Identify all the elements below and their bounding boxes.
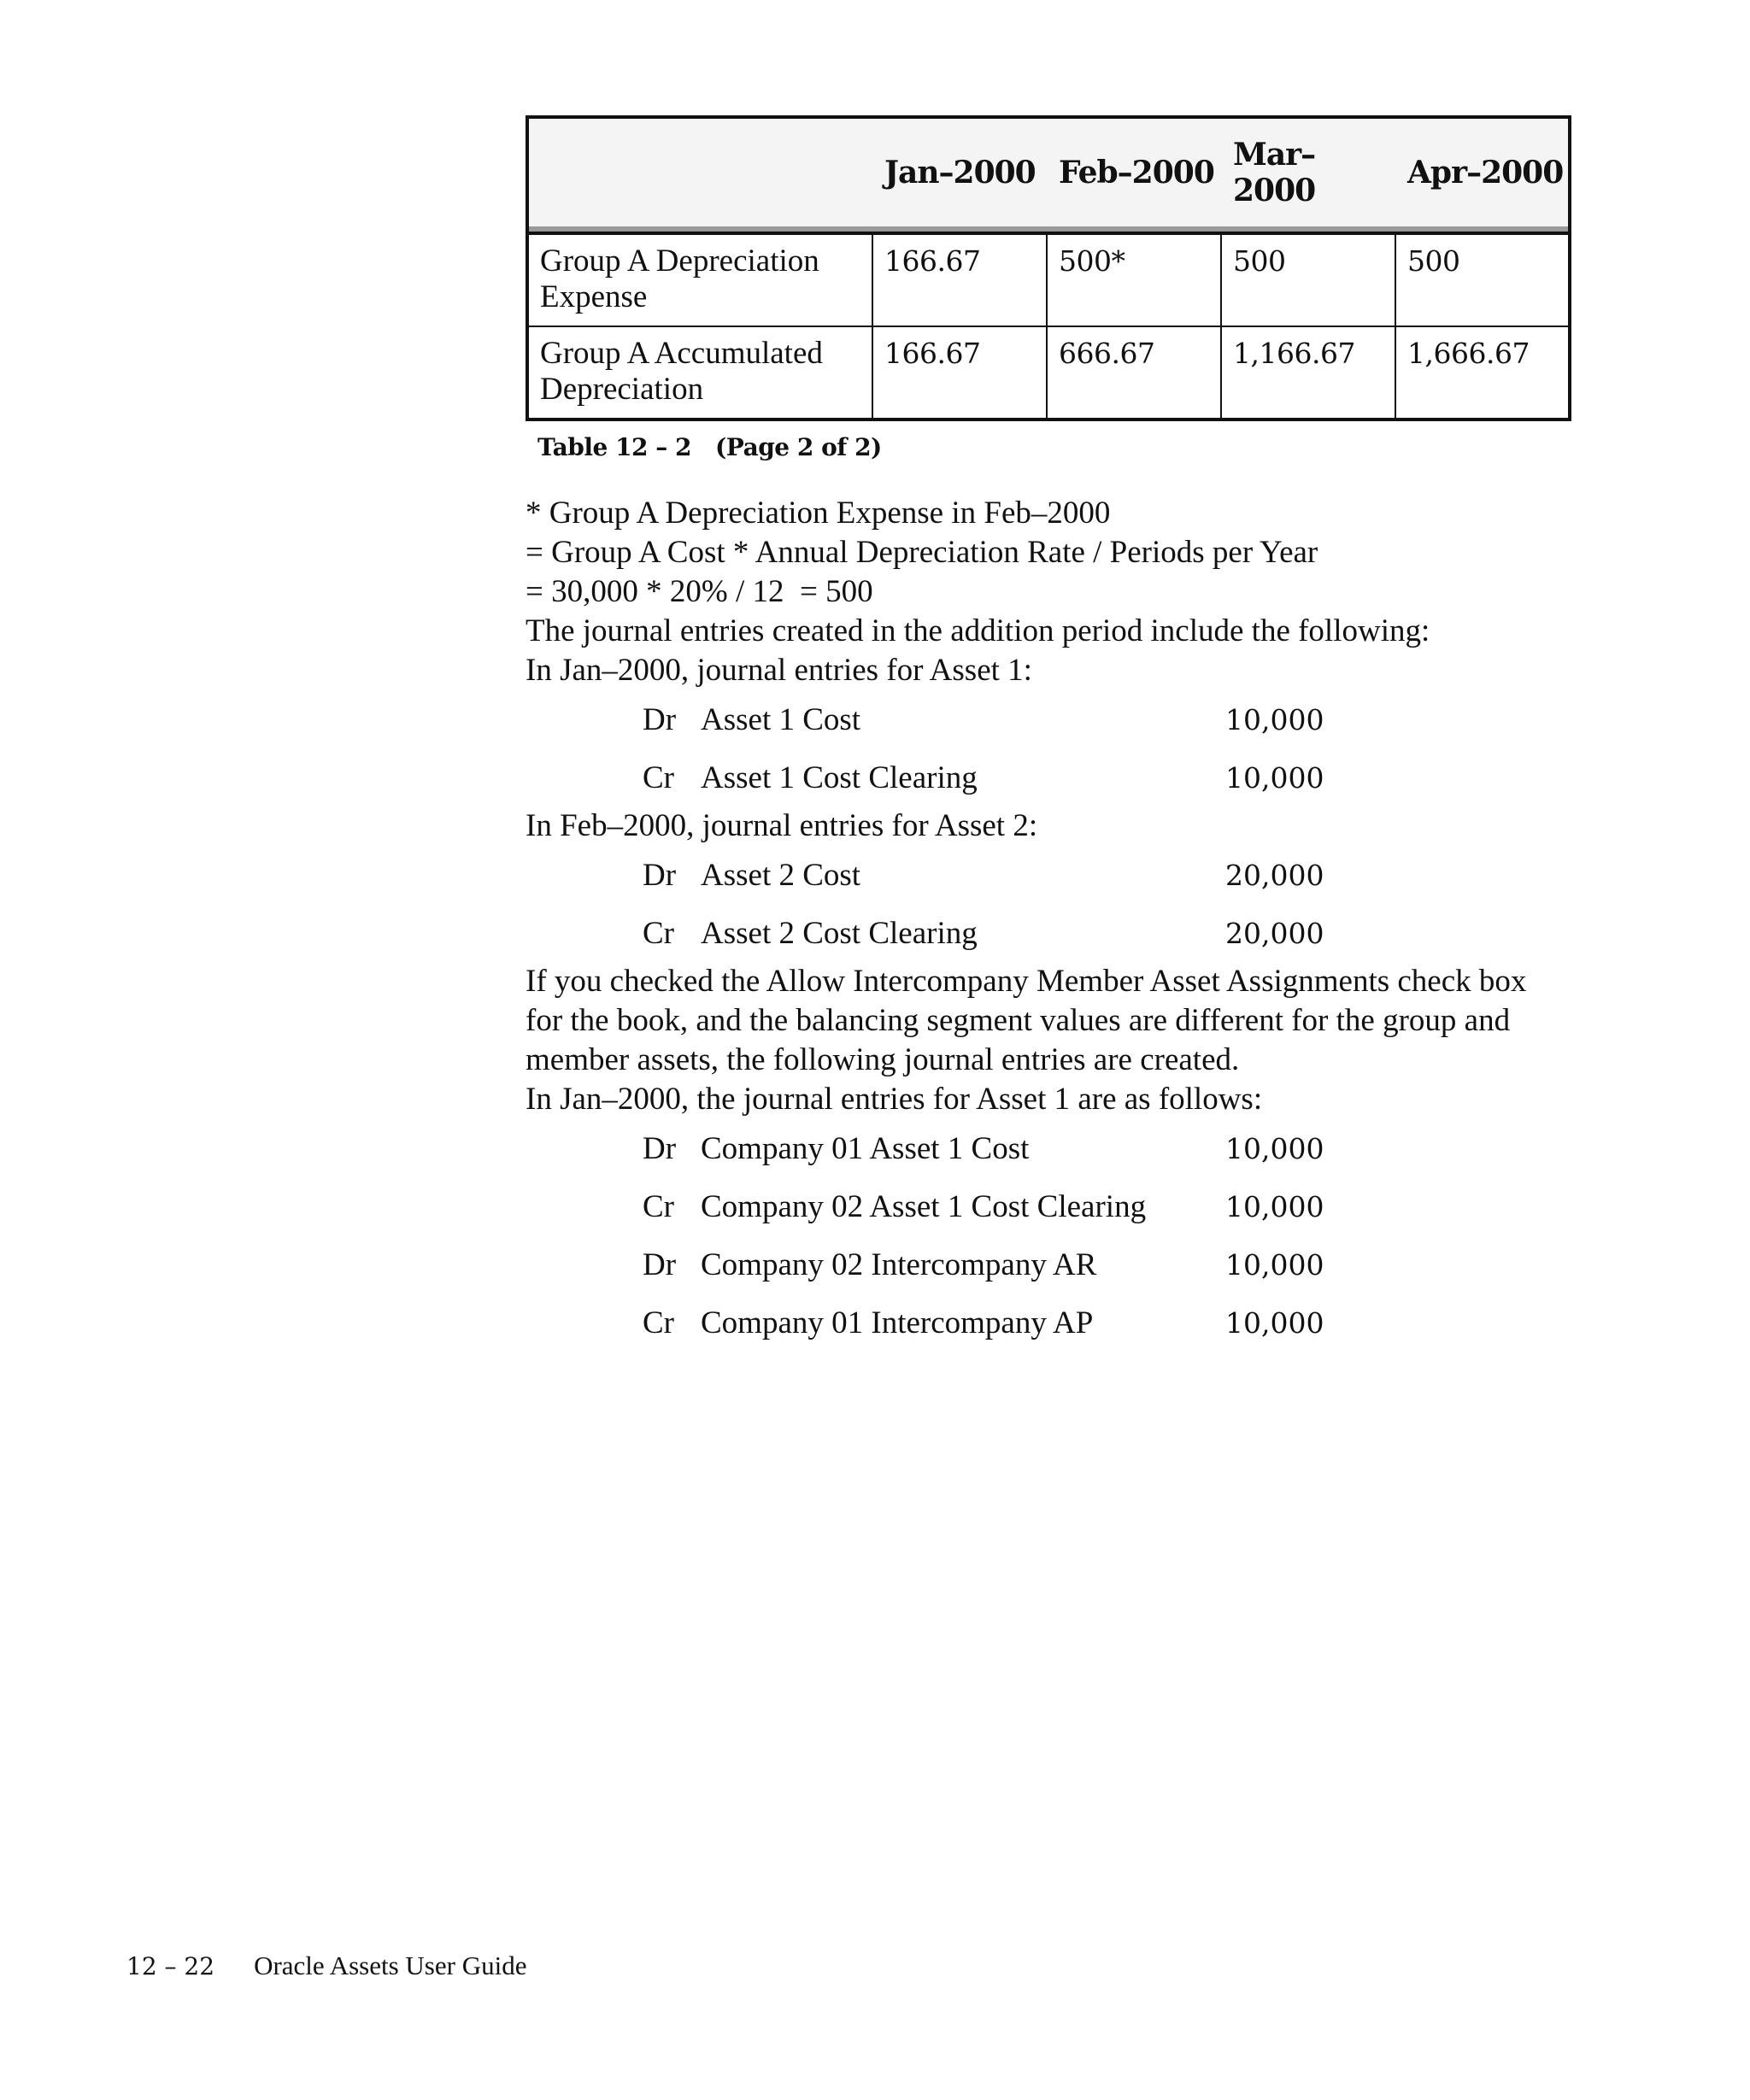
- entry-account: Asset 2 Cost Clearing: [701, 915, 978, 951]
- header-cell-apr: Apr–2000: [1395, 117, 1570, 226]
- journal-entries-feb: [643, 846, 1568, 962]
- footnote-line: = Group A Cost * Annual Depreciation Rate / Periods per Year: [526, 535, 1318, 570]
- table-caption: [537, 433, 1568, 461]
- caption-page: (Page 2 of 2): [715, 433, 882, 461]
- journal-entries-jan: [643, 690, 1568, 807]
- table-header-row: [527, 117, 1570, 226]
- table-cell: 666.67: [1047, 326, 1221, 419]
- journal-entry: [643, 846, 1568, 904]
- entry-type: Cr: [643, 760, 674, 795]
- footnote-line: * Group A Depreciation Expense in Feb–2000: [526, 496, 1111, 531]
- entry-type: Cr: [643, 1305, 674, 1340]
- journal-entry: [643, 748, 1568, 807]
- page-content: [526, 115, 1568, 1352]
- header-cell-feb: Feb–2000: [1047, 117, 1221, 226]
- footnote-line: = 30,000 * 20% / 12 = 500: [526, 574, 873, 609]
- journal-entry: [643, 690, 1568, 748]
- entry-type: Dr: [643, 857, 677, 893]
- footnote-formula: [526, 494, 1568, 612]
- entry-amount: 10,000: [1225, 1305, 1324, 1340]
- entry-account: Asset 2 Cost: [701, 857, 861, 893]
- intercompany-paragraph: If you checked the Allow Intercompany Member Asset Assignments check box for the book, and the balancing segment values are different for the group and member assets, the following journal entries are created.: [526, 964, 1527, 1077]
- entry-type: Cr: [643, 915, 674, 951]
- entry-amount: 20,000: [1225, 858, 1324, 892]
- entry-type: Dr: [643, 701, 677, 737]
- header-cell-mar: Mar–2000: [1221, 117, 1395, 226]
- entry-account: Company 02 Asset 1 Cost Clearing: [701, 1188, 1147, 1224]
- table-cell: 500: [1395, 233, 1570, 326]
- entry-account: Asset 1 Cost: [701, 701, 861, 737]
- table-cell: 1,666.67: [1395, 326, 1570, 419]
- section-heading-jan: In Jan–2000, journal entries for Asset 1:: [526, 653, 1032, 688]
- entry-account: Company 01 Asset 1 Cost: [701, 1130, 1030, 1166]
- intro-paragraph: The journal entries created in the addition period include the following:: [526, 613, 1430, 648]
- table-cell: 1,166.67: [1221, 326, 1395, 419]
- row-label: Group A Depreciation Expense: [527, 233, 872, 326]
- table-cell: 166.67: [872, 326, 1047, 419]
- table-cell: 500*: [1047, 233, 1221, 326]
- table-row: [527, 326, 1570, 419]
- entry-amount: 10,000: [1225, 760, 1324, 795]
- journal-entries-intercompany: [643, 1119, 1568, 1352]
- entry-amount: 10,000: [1225, 1189, 1324, 1223]
- journal-entry: [643, 904, 1568, 962]
- book-title: Oracle Assets User Guide: [254, 1950, 527, 1980]
- depreciation-table: [526, 115, 1571, 421]
- row-label: Group A Accumulated Depreciation: [527, 326, 872, 419]
- table-row: [527, 233, 1570, 326]
- journal-entry: [643, 1177, 1568, 1235]
- entry-amount: 10,000: [1225, 1131, 1324, 1165]
- entry-type: Cr: [643, 1188, 674, 1224]
- entry-type: Dr: [643, 1130, 677, 1166]
- entry-amount: 10,000: [1225, 702, 1324, 736]
- header-cell-jan: Jan–2000: [872, 117, 1047, 226]
- section-heading-feb: In Feb–2000, journal entries for Asset 2:: [526, 808, 1038, 843]
- section-heading-intercompany: In Jan–2000, the journal entries for Asset 1 are as follows:: [526, 1082, 1263, 1117]
- page-footer: [126, 1950, 526, 1981]
- table-cell: 166.67: [872, 233, 1047, 326]
- header-separator: [527, 226, 1570, 233]
- journal-entry: [643, 1235, 1568, 1293]
- entry-amount: 10,000: [1225, 1247, 1324, 1282]
- table-cell: 500: [1221, 233, 1395, 326]
- page-number: 12 – 22: [126, 1952, 215, 1980]
- caption-number: Table 12 – 2: [537, 433, 692, 461]
- entry-type: Dr: [643, 1247, 677, 1282]
- entry-account: Asset 1 Cost Clearing: [701, 760, 978, 795]
- journal-entry: [643, 1119, 1568, 1177]
- entry-account: Company 01 Intercompany AP: [701, 1305, 1094, 1340]
- entry-amount: 20,000: [1225, 916, 1324, 950]
- journal-entry: [643, 1293, 1568, 1352]
- entry-account: Company 02 Intercompany AR: [701, 1247, 1097, 1282]
- header-cell-blank: [527, 117, 872, 226]
